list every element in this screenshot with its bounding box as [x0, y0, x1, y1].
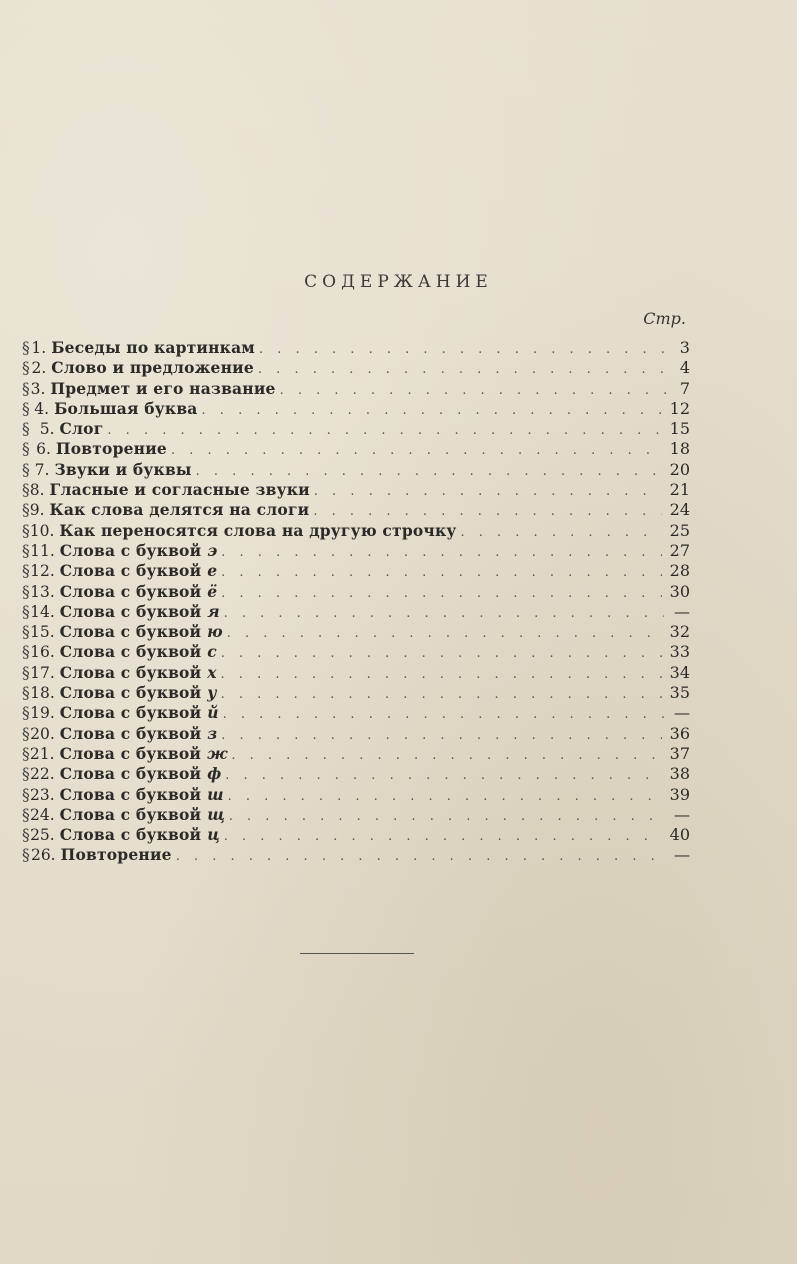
entry-page-number: 20 [669, 459, 690, 479]
entry-number: 20. [30, 724, 55, 743]
toc-entry [22, 825, 690, 845]
toc-entry [22, 439, 690, 459]
entry-page-number: 34 [669, 662, 690, 682]
section-symbol: § [22, 440, 30, 459]
dot-leader [107, 421, 659, 441]
section-symbol: § [22, 359, 30, 378]
entry-number: 7. [34, 460, 50, 479]
entry-label: Слог [59, 419, 104, 439]
section-symbol: § [22, 724, 30, 743]
entry-label: Слова с буквой [59, 743, 202, 763]
entry-label: Слова с буквой [59, 601, 202, 621]
page-column-label: Стр. [643, 309, 686, 328]
dot-leader [461, 523, 662, 543]
entry-page-number: 38 [669, 764, 690, 784]
dot-leader [227, 624, 662, 644]
entry-label: Слова с буквой [59, 723, 202, 743]
entry-number: 15. [30, 623, 55, 642]
section-symbol: § [22, 501, 30, 520]
section-symbol: § [22, 704, 30, 723]
entry-number: 14. [30, 602, 55, 621]
dot-leader [221, 563, 661, 583]
entry-letter: у [207, 683, 217, 703]
toc-entry [22, 399, 690, 419]
entry-number: 21. [29, 744, 55, 763]
toc-entry [22, 561, 690, 581]
dot-leader [313, 502, 661, 522]
entry-label: Слова с буквой [59, 825, 202, 845]
entry-number: 26. [30, 846, 56, 865]
entry-number: 16. [30, 643, 55, 662]
dot-leader [280, 381, 667, 401]
entry-letter: е [207, 561, 218, 581]
toc-entry [22, 500, 690, 520]
entry-page-number: 36 [669, 723, 690, 743]
toc-entry [22, 642, 690, 662]
entry-label: Слова с буквой [59, 622, 202, 642]
dot-leader [221, 685, 662, 705]
entry-number: 22. [30, 765, 55, 784]
entry-page-number: 18 [669, 439, 690, 459]
entry-letter: ж [207, 743, 228, 763]
section-symbol: § [22, 339, 30, 357]
entry-page-number: 32 [669, 622, 690, 642]
entry-label: Слова с буквой [59, 561, 202, 581]
toc-entry [22, 460, 690, 480]
dot-leader [224, 827, 662, 847]
entry-letter: й [207, 703, 219, 723]
entry-letter: ц [207, 825, 220, 845]
toc-entry [22, 602, 690, 622]
toc-entry [22, 582, 690, 602]
entry-label: Слова с буквой [59, 581, 202, 601]
entry-number: 13. [30, 582, 55, 601]
section-symbol: § [22, 785, 30, 804]
section-symbol: § [22, 623, 30, 642]
toc-entry [22, 764, 690, 784]
entry-letter: ё [207, 581, 218, 601]
entry-label: Беседы по картинкам [51, 338, 255, 357]
entry-page-number: 21 [669, 480, 690, 500]
section-symbol: § [22, 521, 30, 540]
section-symbol: § [22, 420, 30, 439]
dot-leader [221, 644, 662, 664]
entry-letter: с [207, 642, 217, 662]
toc-entry [22, 845, 690, 865]
toc-entry [22, 622, 690, 642]
dot-leader [221, 543, 661, 563]
table-of-contents [22, 338, 690, 866]
entry-label: Слова с буквой [59, 662, 202, 682]
entry-page-number: 27 [669, 540, 690, 560]
dot-leader [223, 705, 665, 725]
entry-letter: ш [207, 784, 224, 804]
toc-entry [22, 358, 690, 378]
entry-letter: ф [207, 764, 222, 784]
dot-leader [258, 360, 666, 380]
dot-leader [221, 665, 662, 685]
dot-leader [231, 746, 661, 766]
entry-page-number: 12 [669, 398, 690, 418]
entry-page-number: — [674, 601, 691, 621]
toc-entry [22, 744, 690, 764]
entry-number: 9. [29, 501, 45, 520]
toc-entry [22, 338, 690, 358]
dot-leader [171, 441, 662, 461]
toc-entry [22, 805, 690, 825]
entry-number: 10. [29, 521, 55, 540]
entry-label: Слова с буквой [59, 784, 202, 804]
toc-entry [22, 419, 690, 439]
toc-entry [22, 785, 690, 805]
dot-leader [202, 401, 662, 421]
entry-page-number: 24 [669, 500, 690, 520]
section-symbol: § [22, 805, 30, 824]
section-symbol: § [22, 643, 30, 662]
entry-number: 8. [29, 481, 45, 500]
section-symbol: § [22, 826, 30, 845]
entry-label: Гласные и согласные звуки [49, 480, 310, 500]
entry-page-number: 15 [669, 419, 690, 439]
toc-entry [22, 724, 690, 744]
entry-label: Повторение [60, 845, 172, 865]
entry-number: 1. [31, 339, 47, 357]
entry-page-number: 37 [669, 743, 690, 763]
entry-letter: х [207, 662, 217, 682]
entry-page-number: 30 [669, 581, 690, 601]
entry-page-number: — [674, 804, 690, 824]
section-symbol: § [22, 684, 30, 703]
entry-label: Слова с буквой [59, 804, 202, 824]
page-title: СОДЕРЖАНИЕ [304, 272, 493, 292]
entry-page-number: 25 [669, 520, 690, 540]
toc-entry [22, 521, 690, 541]
entry-label: Слова с буквой [59, 683, 202, 703]
dot-leader [176, 847, 663, 867]
section-symbol: § [22, 379, 30, 398]
entry-label: Слово и предложение [51, 358, 254, 378]
section-symbol: § [22, 765, 30, 784]
entry-label: Повторение [55, 439, 167, 459]
entry-number: 19. [30, 704, 55, 723]
entry-number: 4. [34, 399, 50, 418]
entry-number: 18. [30, 684, 55, 703]
dot-leader [314, 482, 662, 502]
entry-page-number: 39 [669, 784, 690, 804]
toc-entry [22, 703, 690, 723]
dot-leader [221, 584, 661, 604]
entry-label: Как слова делятся на слоги [49, 500, 310, 520]
entry-page-number: — [674, 845, 690, 865]
dot-leader [221, 726, 661, 746]
entry-number: 6. [36, 440, 51, 459]
entry-label: Слова с буквой [59, 540, 202, 560]
entry-number: 25. [30, 826, 55, 845]
section-symbol: § [22, 846, 30, 865]
closing-rule [300, 953, 414, 954]
dot-leader [225, 766, 661, 786]
toc-entry [22, 379, 690, 399]
entry-page-number: 40 [669, 825, 690, 845]
dot-leader [224, 604, 665, 624]
dot-leader [196, 462, 662, 482]
section-symbol: § [22, 481, 30, 500]
entry-label: Предмет и его название [50, 378, 276, 398]
entry-page-number: 35 [669, 683, 690, 703]
entry-label: Звуки и буквы [54, 459, 192, 479]
entry-label: Слова с буквой [59, 642, 202, 662]
entry-label: Большая буква [54, 398, 198, 418]
entry-number: 12. [30, 562, 55, 581]
entry-number: 24. [30, 805, 55, 824]
entry-label: Как переносятся слова на другую строчку [59, 520, 457, 540]
section-symbol: § [22, 602, 30, 621]
entry-letter: з [207, 723, 218, 743]
entry-number: 3. [30, 379, 46, 398]
dot-leader [259, 340, 666, 360]
toc-entry [22, 663, 690, 683]
section-symbol: § [22, 562, 30, 581]
entry-page-number: 7 [679, 378, 690, 398]
entry-page-number: — [674, 703, 690, 723]
section-symbol: § [22, 460, 30, 479]
dot-leader [228, 787, 662, 807]
entry-number: 23. [29, 785, 55, 804]
entry-page-number: 3 [679, 338, 690, 357]
dot-leader [229, 807, 665, 827]
entry-number: 2. [31, 359, 47, 378]
section-symbol: § [22, 663, 30, 682]
entry-label: Слова с буквой [59, 703, 202, 723]
entry-number: 11. [30, 541, 55, 560]
entry-number: 17. [30, 663, 55, 682]
section-symbol: § [22, 582, 30, 601]
entry-letter: э [207, 540, 218, 560]
entry-label: Слова с буквой [59, 764, 202, 784]
entry-letter: ю [207, 622, 223, 642]
toc-entry [22, 541, 690, 561]
section-symbol: § [22, 399, 30, 418]
entry-page-number: 28 [669, 561, 690, 581]
entry-page-number: 33 [669, 642, 690, 662]
section-symbol: § [22, 744, 30, 763]
entry-letter: щ [207, 804, 225, 824]
section-symbol: § [22, 541, 30, 560]
entry-page-number: 4 [679, 358, 690, 378]
toc-entry [22, 683, 690, 703]
entry-letter: я [207, 601, 220, 621]
entry-number: 5. [39, 420, 55, 439]
toc-entry [22, 480, 690, 500]
